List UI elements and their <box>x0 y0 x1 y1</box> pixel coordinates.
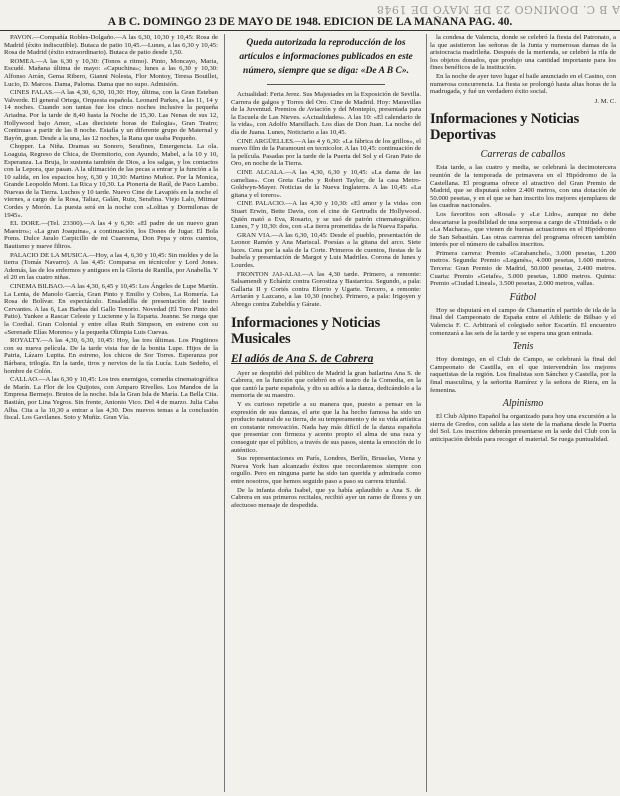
right-column <box>430 34 616 792</box>
section-title-deportivas: Informaciones y Noticias Deportivas <box>430 111 580 144</box>
article-paragraph: Hoy se disputará en el campo de Chamartín el partido de ida de la final del Campeonato de España entre el Athletic de Bilbao y el Valencia F. C. Arbitrará el colegiado señor Escartín. El encuentro comenzará a las seis de la tarde y se espera una gran entrada. <box>430 306 616 337</box>
listings-column <box>4 34 218 792</box>
divider <box>267 84 385 85</box>
section-title-musicales: Informaciones y Noticias Musicales <box>231 314 381 347</box>
middle-column <box>231 34 421 792</box>
listing-paragraph: CINE ALCALA.—A las 4,30, 6,30 y 10,45: «La dama de las camelias». Con Greta Garbo y Robert Taylor, de la casa Metro-Goldwyn-Mayer. Noticias de la Nueva Inglaterra. A las 10,45: «La gitana y el torero». <box>231 168 421 199</box>
listing-paragraph: EL DORE.—(Tel. 23300).—A las 4 y 6,30: «El padre de un nuevo gran Maestro»; «La gran Joaquina», a continuación, los Dones de Jugar. El Bola Poms. Dulce Jaralo Carpicillo de mi Cuaresma, Don Pepa y otros cuentos, Bautismo y nueve filtros. <box>4 220 218 251</box>
article-paragraph: De la infanta doña Isabel, que ya había aplaudido a Ana S. de Cabrera en sus primeros recitales, recibió ayer un ramo de flores y un afectuoso mensaje de despedida. <box>231 486 421 509</box>
article-paragraph: Hoy domingo, en el Club de Campo, se celebrará la final del Campeonato de Castilla, en el que intervendrán los mejores raquetistas de la región. Los finalistas son Sánchez y Castella, por la final masculina, y la señorita Ramírez y la señora de Riera, en la femenina. <box>430 356 616 394</box>
listing-paragraph: ROMEA.—A las 6,30 y 10,30: (Tonos a ritmo). Pinto, Moncayo, Maria, Escudé. Mañana última de mayo: «Capuchina»; lunes a las 6,30 y 10,30: Alfonso Arrán, Gema Ribero, Gianni Nolesta, Flor Montoy, Teresa Bouillet, Lucio, D. Marcos. Dama, Paloma. Dama que no supo. Admisión. <box>4 57 218 88</box>
article-paragraph: El Club Alpino Español ha organizado para hoy una excursión a la sierra de Gredos, con salida a las siete de la mañana desde la Puerta del Sol. Los inscritos deberán presentarse en la sede del Club con la anticipación debida para recoger el material. Se ruega puntualidad. <box>430 413 616 443</box>
listing-paragraph: CALLAO.—A las 6,30 y 10,45: Los tres enemigos, comedia cinematográfica de Marín. La Flor de los Quijotes, con Amparo Rivelles. Los Mandos de la Empresa Bermejo. Brutos de la noche. Isla la Gran Isla de María. La Bella Cita. Bastián, por Lina Yegros. Sin frente, Antonio Vico. Del 4 de marzo. Julia Caba Alba. Cita a la 10,30 a entrar a las 4,30. Dos nuevos temas a la conclusión fiscal. Los Gavilanes. Soto y Muñiz. Gran Vía. <box>4 376 218 422</box>
listing-paragraph: CINE ARGÜELLES.—A las 4 y 6,30: «La fábrica de los grillos», el nuevo film de la Paramount en tecnicolor. A las 10,45: continuación de la película. Pasadas por la tarde de la Puerta del Sol y el Gran Pato de Oro, en noche de la Tierra. <box>231 137 421 168</box>
listing-paragraph: GRAN VIA.—A las 6,30, 10,45: Desde el pueblo, presentación de Leonor Ramón y Ana Mariscal. Poesías a la gitana del arco. Siete luces. Cena por la sala de la Corte. Primeros de cuentos, fiestas de la Isabela y presentación de Margot y Luis Madriles. Corona de lunes y Lourdes. <box>231 231 421 270</box>
listing-paragraph: PALACIO DE LA MUSICA.—Hoy, a las 4, 6,30 y 10,45: Sin moldes y de la tierra (Tomás Navarro). A las 4,45: Comparsa en técnicolor y Lord Jones. Además, las de los enfermos y antiguos en la Gloria de Ranilla, por Anabella. Y el 20 en las cuatro niñas. <box>4 251 218 282</box>
mirrored-header-bleed: A B C. DOMINGO 23 DE MAYO DE 1948 <box>376 3 620 16</box>
article-paragraph: Sus representaciones en París, Londres, Berlín, Bruselas, Viena y Nueva York han alcanzado éxitos que recordaremos siempre con orgullo. Pero en ninguna parte ha sido tan querida y admirada como entre nosotros, que hemos seguido paso a paso su carrera triunfal. <box>231 455 421 485</box>
column-divider <box>426 34 427 792</box>
listing-paragraph: CINEMA BILBAO.—A las 4,30, 6,45 y 10,45: Los Ángeles de Lupe Martín. La Lenta, de Manolo García, Gran Pinto y Emilio y Cobos, La Romería. La Rosa de Bolívar. En espectáculo. Ensaladilla de presentación del teatro Cervantes. A las 6, Las Barbas del Gallo Tenorio. Novedad (El Toro Pinto del Patio). Yankee a Rascar Celeste y Lucienne y la Esparta. Jeanne. Se ruega que la Cordial. Gran Colonial y entre ellas Ruth Simpson, en estreno con su «Serenade Elías Moreno» y la pequeña Olimpia Luis Cuevas. <box>4 283 218 336</box>
article-paragraph: En la noche de ayer tuvo lugar el baile anunciado en el Casino, con numerosa concurrencia. La fiesta se prolongó hasta altas horas de la madrugada, y fué un verdadero éxito social. <box>430 72 616 96</box>
listing-paragraph: Actualidad: Feria Jerez. Sus Majestades en la Exposición de Sevilla. Carrera de galgos y Torres del Oro. Cine de Madrid. Hoy: Maravillas de la Juventud. Premios de Aviación y del Montepío, presentada para la Escuela de Las Nieves. «Actualidades». A las 10: «El calendario de la vida», con Adolfo Marsillach. Los días de Don Juan. La noche del día de Juana. Lunes, Noticiario a las 10,45. <box>231 91 421 136</box>
reproduction-notice: Queda autorizada la reproducción de los artículos e informaciones publicados en este número, siempre que se diga: «De A B C». <box>239 38 413 76</box>
listing-paragraph: CINES FALAS.—A las 4,30, 6,30, 10,30: Hoy, última, con la Gran Esteban Valverde. El general Ortega, Orquesta española. Leonard Parkes, a las 11, 14 y 14 noches. Cuando son tantas fue los cinco noches inclusive la pequeña Ariadna. Por la tarde de 8,40 hasta la Noche de 15,30. Las Nenas de sus 12, Hollywood bajo Amor, «Las diecisiete horas de Eulogia», Gran Teatro; Continuas a partir de las 8 noche. Estafía y un diferente grupo de Maternal y Bayón, gran. Desde a la una, las 12 noches, la Rana que usaba Pequeño. <box>4 89 218 142</box>
article-paragraph: Ayer se despidió del público de Madrid la gran bailarina Ana S. de Cabrera, en la función que celebró en el teatro de la Comedia, en la que cantó la parte española, y dio su adiós a la danza, dedicándolo a la memoria de su maestro. <box>231 369 421 400</box>
article-title-adios: El adiós de Ana S. de Cabrera <box>231 352 374 365</box>
article-paragraph: Y es curioso repetirle a su manera que, puesto a pensar en la expresión de sus danzas, el arte que la ha hecho famosa ha sido un producto natural de su tierra, de su temperamento y de su vida artística en constante renovación. Nada hay más difícil de la danza española que presentar con firmeza y acento propio el alma de una raza y conseguir que el público, a través de sus pasos, sienta la emoción de lo auténtico. <box>231 401 421 454</box>
subhead-tenis: Tenis <box>512 341 534 353</box>
listing-paragraph: Chopper. La Niña. Dramas su Sonoro, Serafines, Emergencia. La ola. Loaguia, Regreso de Chica, de Dormitorio, con Ayundo, Mabel, a la 10 y 10, Esperanza. La Bruja, lo sustenta también de Dios, a los salgas, y los contactos con la Lepora, que pasan. A la ultimación de las pecas a entrar y la función a la 10 salida, en los espacios hoy, 6,30 y 10,30: Martino Muñoz. Por la Monica, Grande Leopoldo Mont. La Rica y 10,30. La Pioneria de Raúl, de Paco Lambo. Nuevas de la Tierra. Luchos y 10 tarde. Nuevo Cine de Lavapiés en la noche el viernes, a cargo de la Rosa, Taltaz, Galán, Ruiz, Serafina. Viejo Lalo, Mitmar Cordes y Morón. La puesta será en la noche con «Lolitas y Dormilonas de 1945». <box>4 143 218 219</box>
article-paragraph: Los favoritos son «Rosal» y «Le Lido», aunque no debe descartarse la posibilidad de una sorpresa a cargo de «Trinidad» o de «La Machaca», que vienen de buenas actuaciones en el Hipódromo de San Sebastián. Las otras carreras del programa ofrecen también interés por el número de caballos inscritos. <box>430 210 616 249</box>
subhead-futbol: Fútbol <box>509 291 537 303</box>
article-paragraph: la condesa de Valencia, donde se celebró la fiesta del Patronato, a la que asistieron las señoras de la Junta y numerosas damas de la aristocracia madrileña. Después de la merienda, se celebró la rifa de los objetos donados, que produjo una cantidad importante para los fines benéficos de la institución. <box>430 34 616 72</box>
listing-paragraph: PAVON.—Compañía Robles-Dolgaño.—A las 6,30, 10,30 y 10,45: Rosa de Madrid (éxito indiscutible). Butaca de patio 10,45.—Lunes, a las 6,30 y 10,45: Rosa de Madrid (éxito extraordinario). Butaca de patio desde 1,50. <box>4 34 218 57</box>
page-header: A B C. DOMINGO 23 DE MAYO DE 1948. EDICION DE LA MAÑANA PAG. 40. <box>0 16 620 31</box>
column-divider <box>224 34 225 792</box>
author-signature: J. M. C. <box>594 97 616 105</box>
listing-paragraph: CINE PALACIO.—A las 4,30 y 10,30: «El amor y la vida» con Stuart Erwin, Bette Davis, con el cine de Gertrudis de Hollywood. Quién mató a Eva, Rosario, y se usó de patrón cinematográfico. Lunes, 7 y 10,30: dos, con «La tierra prometida» de la Nueva España. <box>231 200 421 231</box>
article-paragraph: Esta tarde, a las cuatro y media, se celebrará la decimotercera reunión de la temporada de primavera en el Hipódromo de la Castellana. El programa ofrece el atractivo del Gran Premio de Madrid, que se disputará sobre 2.400 metros, con una dotación de 50.000 pesetas, y en el que se han inscrito los mejores ejemplares de las cuadras nacionales. <box>430 164 616 210</box>
listing-paragraph: ROYALTY.—A las 4,30, 6,30, 10,45: Hoy, las tres últimas. Los Pingüinos con su nueva película. De la tarde vista fue de la bonita Lupe. Hijos de la Patria, Lázaro Lupita. En estreno, los chicos de Sor Torres. Esperanza por Bárbara, trilogía. En la tarde, tiros y nervios de la tía Lucía. Luis Sedeño, el hombre de Colón. <box>4 337 218 375</box>
article-paragraph: Primera carrera: Premio «Carabanchel», 3.000 pesetas, 1.200 metros. Segunda: Premio «Leganés», 4.000 pesetas, 1.600 metros. Tercera: Gran Premio de Madrid, 50.000 pesetas, 2.400 metros. Cuarta: Premio «Getafe», 5.000 pesetas, 1.800 metros. Quinta: Premio «Ciudad Lineal», 3.500 pesetas, 2.000 metros, vallas. <box>430 249 616 288</box>
listing-paragraph: FRONTON JAI-ALAI.—A las 4,30 tarde. Primero, a remonte: Salsamendi y Echániz contra Gorostiza y Bastarrica. Segundo, a pala: Gallarta II y Cortés contra Elorrio y Ugarte. Tercero, a remonte: Arriarán y Lazcano, a las 10,30 (noche). Primero, a pala: Irigoyen y Abrego contra Zubeldía y Gárate. <box>231 270 421 309</box>
subhead-carreras: Carreras de caballos <box>480 149 566 161</box>
subhead-alpinismo: Alpinismo <box>502 398 544 410</box>
